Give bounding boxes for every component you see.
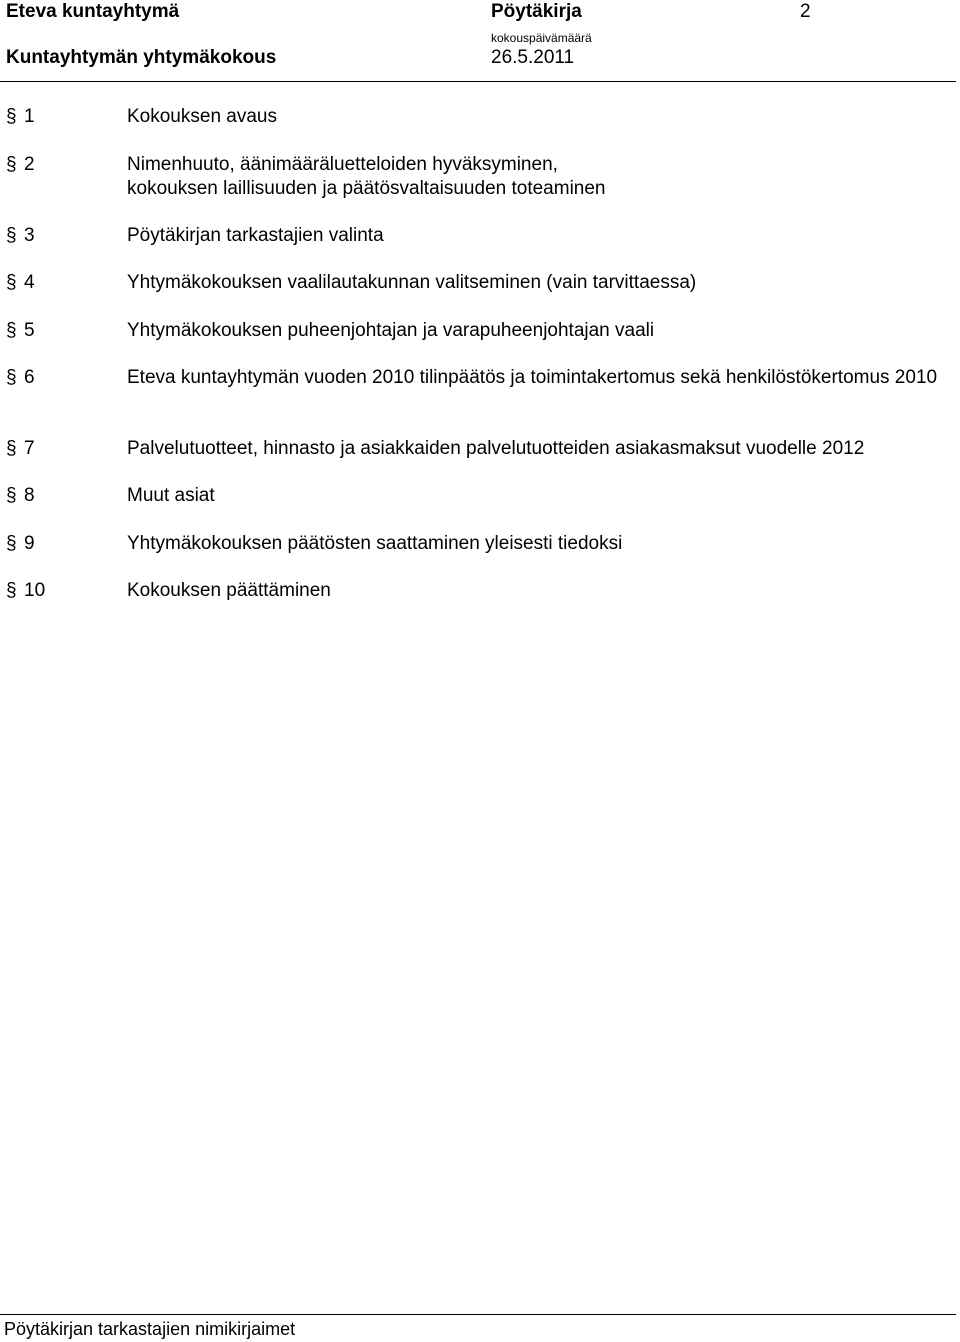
section-symbol: § — [6, 154, 17, 175]
section-symbol: § — [6, 438, 17, 459]
section-symbol: § — [6, 485, 17, 506]
agenda-item-number: 9 — [24, 533, 35, 554]
section-symbol: § — [6, 580, 17, 601]
document-type: Pöytäkirja — [491, 1, 582, 22]
section-symbol: § — [6, 272, 17, 293]
page-number: 2 — [800, 1, 811, 22]
agenda-item-number: 4 — [24, 272, 35, 293]
agenda-item-number: 6 — [24, 367, 35, 388]
agenda-item-title: Muut asiat — [127, 485, 215, 506]
organization-name: Eteva kuntayhtymä — [6, 1, 180, 22]
agenda-item-number: 5 — [24, 320, 35, 341]
agenda-item-title: Kokouksen päättäminen — [127, 580, 331, 601]
section-symbol: § — [6, 320, 17, 341]
meeting-name: Kuntayhtymän yhtymäkokous — [6, 47, 277, 68]
agenda-item-title: Nimenhuuto, äänimääräluetteloiden hyväksyminen, kokouksen laillisuuden ja päätösvaltaisuuden toteaminen — [127, 154, 606, 199]
agenda-item-title: Yhtymäkokouksen vaalilautakunnan valitseminen (vain tarvittaessa) — [127, 272, 697, 293]
agenda-item-title: Kokouksen avaus — [127, 106, 277, 127]
agenda-item-title: Yhtymäkokouksen puheenjohtajan ja varapuheenjohtajan vaali — [127, 320, 655, 341]
header-divider — [0, 81, 956, 82]
footer-divider — [0, 1314, 956, 1315]
signature-label: Pöytäkirjan tarkastajien nimikirjaimet — [4, 1319, 296, 1339]
agenda-item-number: 1 — [24, 106, 35, 127]
agenda-item-number: 10 — [24, 580, 46, 601]
section-symbol: § — [6, 367, 17, 388]
agenda-item-title: Eteva kuntayhtymän vuoden 2010 tilinpäätös ja toimintakertomus sekä henkilöstökertomus 2010 — [127, 367, 938, 388]
section-symbol: § — [6, 533, 17, 554]
agenda-item-number: 8 — [24, 485, 35, 506]
agenda-item-number: 3 — [24, 225, 35, 246]
agenda-item-title: Palvelutuotteet, hinnasto ja asiakkaiden palvelutuotteiden asiakasmaksut vuodelle 2012 — [127, 438, 865, 459]
agenda-item-number: 7 — [24, 438, 35, 459]
meeting-date: 26.5.2011 — [491, 47, 575, 68]
agenda-item-number: 2 — [24, 154, 35, 175]
page-header — [0, 0, 960, 84]
section-symbol: § — [6, 106, 17, 127]
agenda-item-title: Pöytäkirjan tarkastajien valinta — [127, 225, 384, 246]
section-symbol: § — [6, 225, 17, 246]
agenda-item-title: Yhtymäkokouksen päätösten saattaminen yleisesti tiedoksi — [127, 533, 623, 554]
date-label: kokouspäivämäärä — [491, 31, 592, 45]
